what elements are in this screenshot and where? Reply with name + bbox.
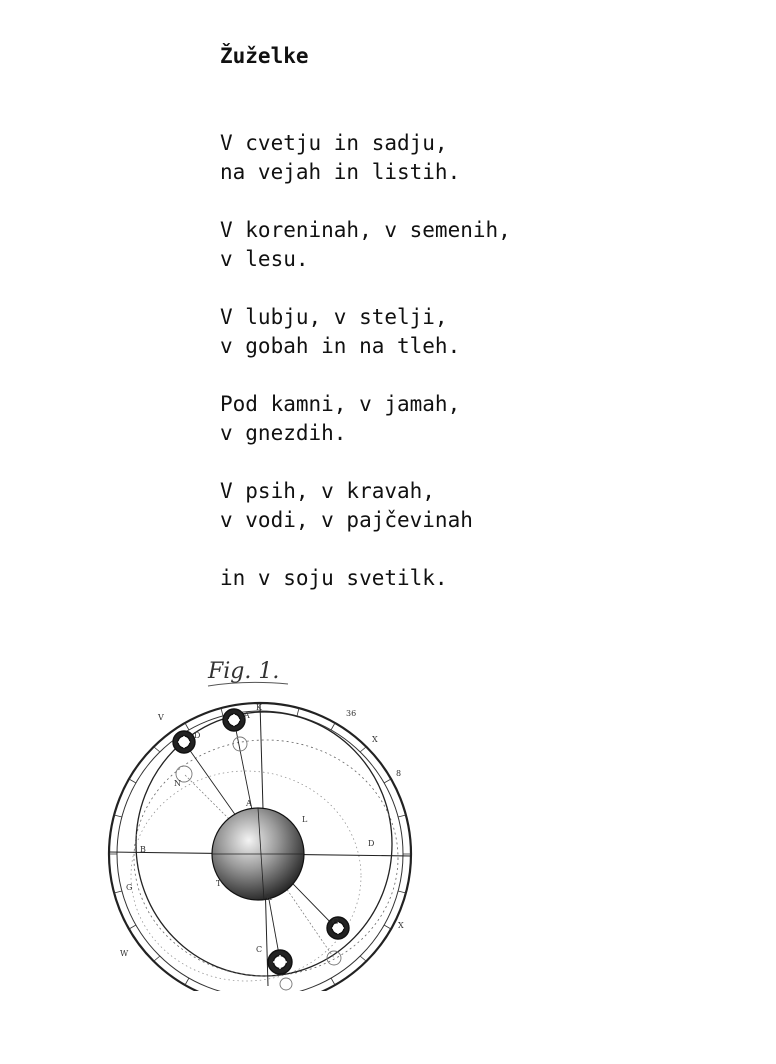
poem-line: V lubju, v stelji, bbox=[220, 305, 448, 329]
stanza-6 bbox=[220, 564, 740, 593]
svg-text:D: D bbox=[368, 839, 375, 848]
stanza-3 bbox=[220, 303, 740, 361]
svg-text:A: A bbox=[244, 711, 250, 720]
svg-text:T: T bbox=[216, 879, 222, 888]
svg-text:B: B bbox=[140, 845, 146, 854]
svg-text:X: X bbox=[372, 735, 378, 744]
svg-text:W: W bbox=[120, 949, 129, 958]
svg-text:36: 36 bbox=[346, 709, 357, 718]
svg-text:A: A bbox=[246, 799, 252, 808]
poem-title: Žuželke bbox=[220, 44, 309, 68]
svg-text:N: N bbox=[174, 779, 181, 788]
svg-text:V: V bbox=[158, 713, 164, 722]
poem-line: na vejah in listih. bbox=[220, 160, 461, 184]
poem-line: in v soju svetilk. bbox=[220, 566, 448, 590]
svg-text:D: D bbox=[194, 731, 201, 740]
poem-line: v lesu. bbox=[220, 247, 309, 271]
poem-line: v gnezdih. bbox=[220, 421, 347, 445]
figure-label: Fig. 1. bbox=[208, 659, 280, 684]
poem-line: Pod kamni, v jamah, bbox=[220, 392, 461, 416]
svg-text:C: C bbox=[256, 945, 263, 954]
astronomical-diagram-icon bbox=[96, 646, 426, 991]
stanza-5 bbox=[220, 477, 740, 535]
poem bbox=[220, 42, 740, 622]
poem-line: V koreninah, v semenih, bbox=[220, 218, 511, 242]
svg-text:8: 8 bbox=[396, 769, 402, 778]
svg-text:L: L bbox=[302, 815, 308, 824]
svg-text:K: K bbox=[256, 703, 262, 712]
stanza-1 bbox=[220, 129, 740, 187]
poem-line: V cvetju in sadju, bbox=[220, 131, 448, 155]
svg-text:G: G bbox=[332, 917, 339, 926]
svg-text:X: X bbox=[398, 921, 404, 930]
svg-text:G: G bbox=[126, 883, 133, 892]
stanza-4 bbox=[220, 390, 740, 448]
poem-line: v vodi, v pajčevinah bbox=[220, 508, 473, 532]
poem-line: V psih, v kravah, bbox=[220, 479, 435, 503]
stanza-2 bbox=[220, 216, 740, 274]
poem-line: v gobah in na tleh. bbox=[220, 334, 461, 358]
svg-text:K: K bbox=[266, 893, 272, 902]
